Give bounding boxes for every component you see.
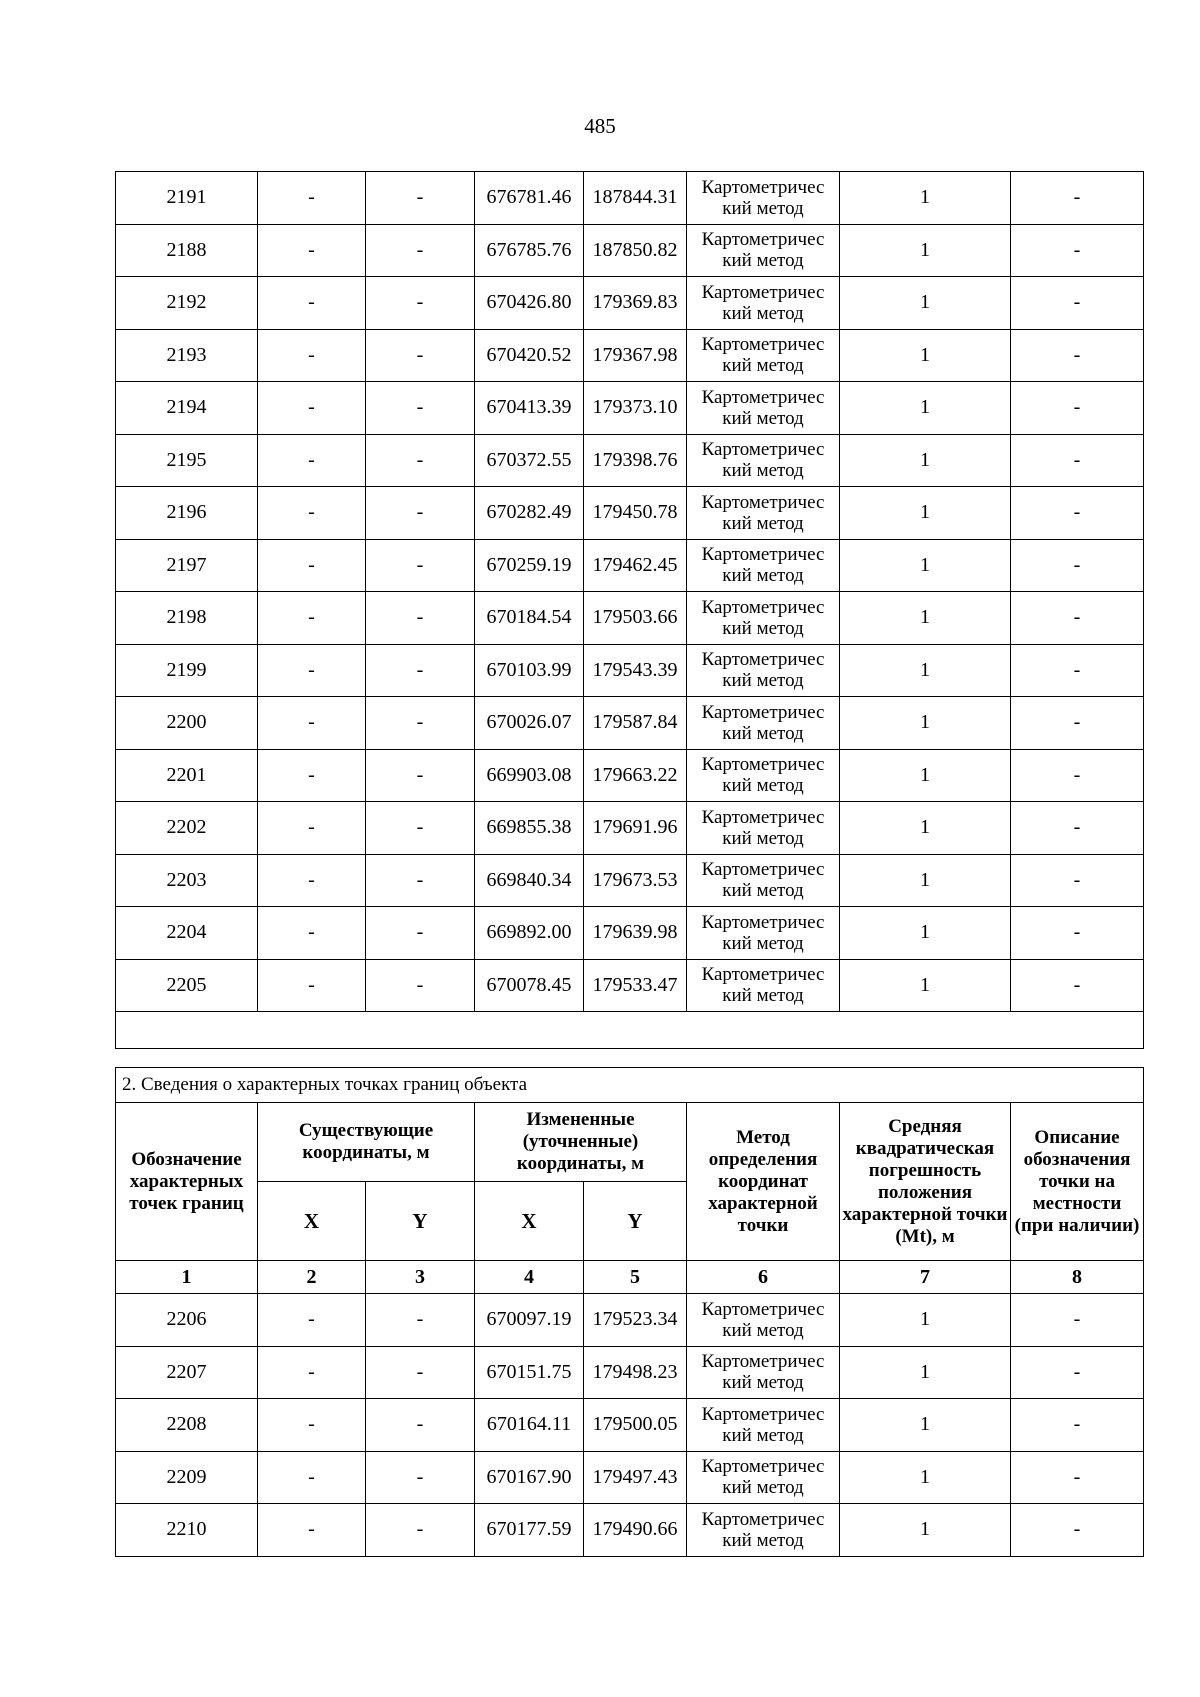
description-cell: - [1011,1294,1144,1347]
header-existing-coords: Существующие координаты, м [258,1103,475,1182]
table-row [116,539,1144,592]
table-row [116,907,1144,960]
column-number: 2 [258,1261,366,1294]
y-cell: 179587.84 [584,697,687,750]
mt-cell: 1 [840,1294,1011,1347]
x-cell: 670259.19 [475,539,584,592]
existing-x-cell: - [258,1346,366,1399]
header-method: Метод определения координат характерной точки [687,1103,840,1261]
x-cell: 670097.19 [475,1294,584,1347]
method-cell: Картометричес кий метод [687,224,840,277]
method-cell: Картометричес кий метод [687,487,840,540]
point-cell: 2188 [116,224,258,277]
mt-cell: 1 [840,329,1011,382]
x-cell: 676781.46 [475,172,584,225]
method-cell: Картометричес кий метод [687,434,840,487]
table-row [116,802,1144,855]
point-cell: 2196 [116,487,258,540]
description-cell: - [1011,434,1144,487]
description-cell: - [1011,487,1144,540]
y-cell: 179663.22 [584,749,687,802]
method-cell: Картометричес кий метод [687,539,840,592]
mt-cell: 1 [840,1504,1011,1557]
existing-x-cell: - [258,802,366,855]
point-cell: 2210 [116,1504,258,1557]
description-cell: - [1011,329,1144,382]
y-cell: 179398.76 [584,434,687,487]
existing-x-cell: - [258,907,366,960]
existing-x-cell: - [258,644,366,697]
existing-x-cell: - [258,329,366,382]
table-row [116,434,1144,487]
method-cell: Картометричес кий метод [687,697,840,750]
existing-x-cell: - [258,1399,366,1452]
table-row [116,959,1144,1012]
column-number: 7 [840,1261,1011,1294]
mt-cell: 1 [840,434,1011,487]
y-cell: 179373.10 [584,382,687,435]
x-cell: 670372.55 [475,434,584,487]
method-cell: Картометричес кий метод [687,172,840,225]
point-cell: 2191 [116,172,258,225]
table-row [116,749,1144,802]
y-cell: 179500.05 [584,1399,687,1452]
header-mt: Средняя квадратическая погрешность положения характерной точки (Mt), м [840,1103,1011,1261]
mt-cell: 1 [840,539,1011,592]
description-cell: - [1011,1451,1144,1504]
column-number: 6 [687,1261,840,1294]
method-cell: Картометричес кий метод [687,1294,840,1347]
point-cell: 2198 [116,592,258,645]
mt-cell: 1 [840,1451,1011,1504]
description-cell: - [1011,1399,1144,1452]
header-existing-x: X [258,1182,366,1261]
y-cell: 179533.47 [584,959,687,1012]
existing-y-cell: - [366,539,475,592]
existing-x-cell: - [258,172,366,225]
x-cell: 669903.08 [475,749,584,802]
existing-y-cell: - [366,277,475,330]
mt-cell: 1 [840,487,1011,540]
mt-cell: 1 [840,382,1011,435]
existing-y-cell: - [366,1504,475,1557]
point-cell: 2192 [116,277,258,330]
x-cell: 670026.07 [475,697,584,750]
description-cell: - [1011,644,1144,697]
existing-y-cell: - [366,697,475,750]
mt-cell: 1 [840,854,1011,907]
mt-cell: 1 [840,1346,1011,1399]
header-changed-coords: Измененные (уточненные) координаты, м [475,1103,687,1182]
existing-x-cell: - [258,1294,366,1347]
existing-y-cell: - [366,382,475,435]
existing-y-cell: - [366,1346,475,1399]
point-cell: 2193 [116,329,258,382]
existing-y-cell: - [366,1451,475,1504]
description-cell: - [1011,749,1144,802]
empty-row [116,1012,1144,1049]
existing-x-cell: - [258,224,366,277]
table-row [116,1346,1144,1399]
existing-x-cell: - [258,382,366,435]
point-cell: 2206 [116,1294,258,1347]
header-changed-x: X [475,1182,584,1261]
point-cell: 2204 [116,907,258,960]
header-changed-y: Y [584,1182,687,1261]
column-number: 8 [1011,1261,1144,1294]
method-cell: Картометричес кий метод [687,802,840,855]
description-cell: - [1011,697,1144,750]
y-cell: 179498.23 [584,1346,687,1399]
column-number: 1 [116,1261,258,1294]
page-number: 485 [584,114,616,138]
method-cell: Картометричес кий метод [687,277,840,330]
existing-x-cell: - [258,487,366,540]
point-cell: 2199 [116,644,258,697]
existing-x-cell: - [258,854,366,907]
existing-y-cell: - [366,1399,475,1452]
y-cell: 179490.66 [584,1504,687,1557]
point-cell: 2202 [116,802,258,855]
x-cell: 676785.76 [475,224,584,277]
table-row [116,1294,1144,1347]
method-cell: Картометричес кий метод [687,1451,840,1504]
description-cell: - [1011,592,1144,645]
mt-cell: 1 [840,959,1011,1012]
x-cell: 669840.34 [475,854,584,907]
y-cell: 179639.98 [584,907,687,960]
existing-y-cell: - [366,224,475,277]
method-cell: Картометричес кий метод [687,959,840,1012]
method-cell: Картометричес кий метод [687,854,840,907]
existing-y-cell: - [366,802,475,855]
header-point: Обозначение характерных точек границ [116,1103,258,1261]
table-row [116,172,1144,225]
y-cell: 187850.82 [584,224,687,277]
table1-body [116,172,1144,1049]
existing-x-cell: - [258,749,366,802]
method-cell: Картометричес кий метод [687,592,840,645]
existing-x-cell: - [258,277,366,330]
x-cell: 670078.45 [475,959,584,1012]
method-cell: Картометричес кий метод [687,907,840,960]
column-number: 4 [475,1261,584,1294]
point-cell: 2203 [116,854,258,907]
point-cell: 2201 [116,749,258,802]
y-cell: 179691.96 [584,802,687,855]
mt-cell: 1 [840,802,1011,855]
mt-cell: 1 [840,224,1011,277]
table-row [116,224,1144,277]
y-cell: 179497.43 [584,1451,687,1504]
coordinates-table-continued [115,171,1144,1049]
column-number: 3 [366,1261,475,1294]
table-row [116,854,1144,907]
table2-body [116,1294,1144,1557]
point-cell: 2205 [116,959,258,1012]
method-cell: Картометричес кий метод [687,1399,840,1452]
table-row [116,644,1144,697]
x-cell: 670184.54 [475,592,584,645]
x-cell: 670103.99 [475,644,584,697]
mt-cell: 1 [840,592,1011,645]
mt-cell: 1 [840,644,1011,697]
x-cell: 670426.80 [475,277,584,330]
existing-y-cell: - [366,854,475,907]
description-cell: - [1011,959,1144,1012]
x-cell: 670151.75 [475,1346,584,1399]
table-row [116,1504,1144,1557]
description-cell: - [1011,382,1144,435]
header-existing-y: Y [366,1182,475,1261]
table-row [116,1451,1144,1504]
table-row [116,382,1144,435]
point-cell: 2197 [116,539,258,592]
empty-cell [116,1012,1144,1049]
existing-x-cell: - [258,1504,366,1557]
existing-y-cell: - [366,1294,475,1347]
mt-cell: 1 [840,697,1011,750]
y-cell: 179369.83 [584,277,687,330]
table-row [116,277,1144,330]
description-cell: - [1011,172,1144,225]
mt-cell: 1 [840,749,1011,802]
existing-y-cell: - [366,434,475,487]
y-cell: 179503.66 [584,592,687,645]
existing-y-cell: - [366,172,475,225]
y-cell: 179523.34 [584,1294,687,1347]
x-cell: 669855.38 [475,802,584,855]
y-cell: 179367.98 [584,329,687,382]
existing-y-cell: - [366,592,475,645]
x-cell: 669892.00 [475,907,584,960]
existing-x-cell: - [258,1451,366,1504]
existing-y-cell: - [366,907,475,960]
mt-cell: 1 [840,172,1011,225]
point-cell: 2209 [116,1451,258,1504]
method-cell: Картометричес кий метод [687,1504,840,1557]
mt-cell: 1 [840,907,1011,960]
table-row [116,1399,1144,1452]
existing-x-cell: - [258,434,366,487]
table-row [116,329,1144,382]
mt-cell: 1 [840,277,1011,330]
column-number: 5 [584,1261,687,1294]
y-cell: 179673.53 [584,854,687,907]
description-cell: - [1011,1346,1144,1399]
method-cell: Картометричес кий метод [687,329,840,382]
existing-y-cell: - [366,329,475,382]
existing-x-cell: - [258,697,366,750]
y-cell: 179450.78 [584,487,687,540]
x-cell: 670164.11 [475,1399,584,1452]
table-row [116,592,1144,645]
method-cell: Картометричес кий метод [687,644,840,697]
existing-y-cell: - [366,644,475,697]
existing-y-cell: - [366,487,475,540]
table-row [116,487,1144,540]
method-cell: Картометричес кий метод [687,1346,840,1399]
point-cell: 2208 [116,1399,258,1452]
method-cell: Картометричес кий метод [687,382,840,435]
description-cell: - [1011,224,1144,277]
description-cell: - [1011,854,1144,907]
table-row [116,697,1144,750]
y-cell: 179462.45 [584,539,687,592]
boundary-points-table [115,1067,1144,1557]
point-cell: 2207 [116,1346,258,1399]
mt-cell: 1 [840,1399,1011,1452]
existing-x-cell: - [258,592,366,645]
x-cell: 670167.90 [475,1451,584,1504]
description-cell: - [1011,277,1144,330]
existing-y-cell: - [366,959,475,1012]
point-cell: 2200 [116,697,258,750]
description-cell: - [1011,907,1144,960]
x-cell: 670413.39 [475,382,584,435]
x-cell: 670282.49 [475,487,584,540]
y-cell: 179543.39 [584,644,687,697]
method-cell: Картометричес кий метод [687,749,840,802]
point-cell: 2195 [116,434,258,487]
section-title: 2. Сведения о характерных точках границ объекта [116,1068,1144,1103]
description-cell: - [1011,539,1144,592]
description-cell: - [1011,1504,1144,1557]
existing-x-cell: - [258,539,366,592]
existing-x-cell: - [258,959,366,1012]
x-cell: 670177.59 [475,1504,584,1557]
description-cell: - [1011,802,1144,855]
point-cell: 2194 [116,382,258,435]
y-cell: 187844.31 [584,172,687,225]
existing-y-cell: - [366,749,475,802]
header-description: Описание обозначения точки на местности (при наличии) [1011,1103,1144,1261]
x-cell: 670420.52 [475,329,584,382]
